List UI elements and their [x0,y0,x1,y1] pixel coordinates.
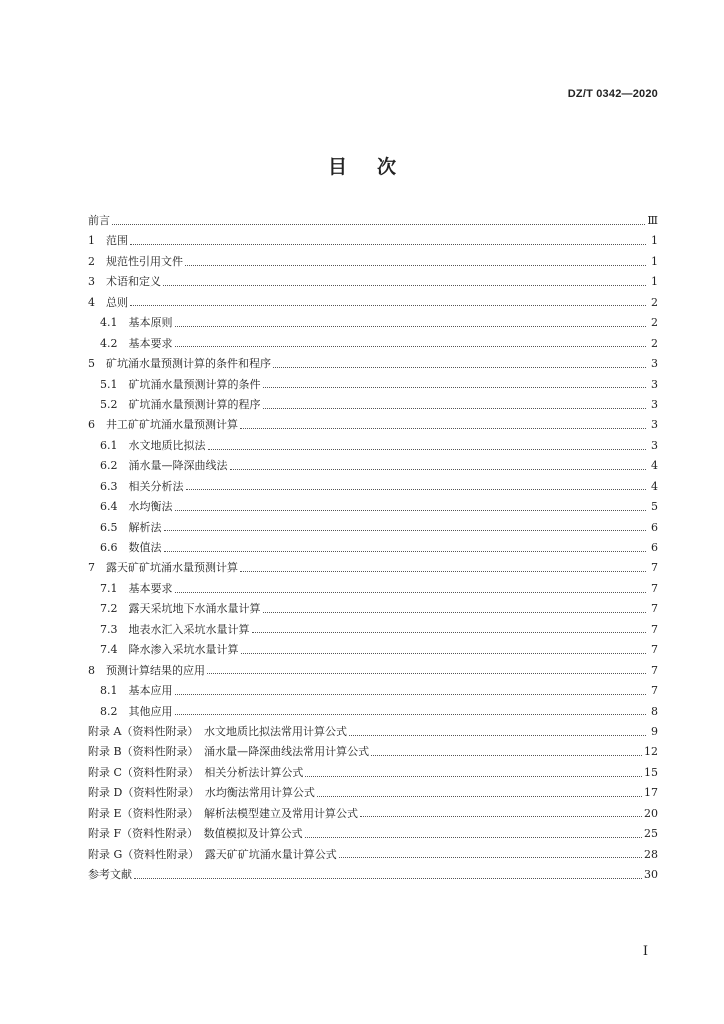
toc-leader-dots [240,428,646,429]
toc-leader-dots [208,449,647,450]
toc-entry-page: 5 [651,500,658,514]
toc-leader-dots [130,305,646,306]
toc-entry-label: 附录 F（资料性附录） 数值模拟及计算公式 [88,827,303,841]
toc-entry-page: 9 [651,724,658,738]
toc-entry-label: 8 预测计算结果的应用 [88,663,205,677]
toc-entry-page: 15 [644,765,658,779]
toc-entry[interactable] [88,231,658,251]
toc-entry[interactable] [88,640,658,660]
toc-entry[interactable] [88,313,658,333]
toc-entry[interactable] [88,722,658,742]
toc-entry-page: 6 [651,541,658,554]
toc-entry-label: 7.2 露天采坑地下水涌水量计算 [100,602,261,616]
toc-leader-dots [263,387,647,388]
standard-code: DZ/T 0342—2020 [567,88,658,100]
toc-entry[interactable] [88,518,658,538]
toc-entry-page: 3 [651,357,658,371]
toc-leader-dots [164,530,647,531]
toc-leader-dots [175,694,647,695]
toc-entry-page: 30 [644,868,658,881]
toc-entry-label: 4.2 基本要求 [100,336,173,350]
toc-entry[interactable] [88,845,658,865]
toc-entry[interactable] [88,742,658,762]
toc-entry-label: 5.2 矿坑涌水量预测计算的程序 [100,397,261,411]
toc-entry-page: 7 [651,663,658,677]
toc-entry[interactable] [88,415,658,435]
toc-entry-label: 6.3 相关分析法 [100,479,184,493]
toc-leader-dots [186,489,647,490]
toc-leader-dots [175,592,647,593]
toc-entry[interactable] [88,661,658,681]
toc-entry-label: 附录 A（资料性附录） 水文地质比拟法常用计算公式 [88,724,347,738]
toc-entry-page: 4 [651,479,658,493]
toc-entry-label: 6.6 数值法 [100,541,162,554]
toc-leader-dots [175,326,647,327]
toc-entry-label: 8.1 基本应用 [100,684,173,698]
toc-entry-page: 7 [651,602,658,616]
toc-entry-page: 2 [651,336,658,350]
toc-leader-dots [305,837,642,838]
toc-leader-dots [317,796,642,797]
toc-entry-page: 25 [644,827,658,841]
toc-leader-dots [252,632,647,633]
toc-entry[interactable] [88,211,658,231]
toc-entry[interactable] [88,477,658,497]
toc-entry-page: 1 [651,234,658,248]
toc-leader-dots [175,510,647,511]
toc-entry-label: 4.1 基本原则 [100,316,173,330]
toc-entry-page: Ⅲ [647,214,658,227]
toc-leader-dots [263,408,647,409]
toc-entry[interactable] [88,436,658,456]
toc-leader-dots [175,714,647,715]
toc-entry[interactable] [88,783,658,803]
toc-entry-page: 2 [651,316,658,330]
table-of-contents [88,211,658,885]
toc-leader-dots [134,878,642,879]
toc-entry-label: 7.3 地表水汇入采坑水量计算 [100,622,250,636]
toc-entry-label: 参考文献 [88,868,132,881]
toc-entry-label: 1 范围 [88,234,128,248]
page-title: 目次 [327,156,426,178]
toc-entry-label: 5 矿坑涌水量预测计算的条件和程序 [88,357,271,371]
toc-entry-page: 17 [644,786,658,800]
toc-entry-page: 3 [651,377,658,391]
toc-leader-dots [112,224,645,225]
toc-entry-label: 前言 [88,214,110,227]
toc-entry-page: 3 [651,397,658,411]
toc-entry-page: 3 [651,418,658,432]
toc-entry-page: 7 [651,643,658,657]
toc-entry[interactable] [88,272,658,292]
toc-entry[interactable] [88,579,658,599]
toc-entry[interactable] [88,497,658,517]
toc-entry-page: 12 [644,745,658,759]
toc-entry-label: 6.1 水文地质比拟法 [100,438,206,452]
toc-entry-label: 7.1 基本要求 [100,581,173,595]
toc-entry[interactable] [88,804,658,824]
toc-leader-dots [263,612,647,613]
toc-leader-dots [240,571,646,572]
toc-entry-page: 7 [651,622,658,636]
toc-entry[interactable] [88,702,658,722]
toc-entry-label: 2 规范性引用文件 [88,254,183,268]
toc-entry[interactable] [88,620,658,640]
toc-entry[interactable] [88,293,658,313]
toc-entry-page: 3 [651,438,658,452]
toc-entry[interactable] [88,334,658,354]
toc-entry[interactable] [88,865,658,885]
toc-entry-page: 7 [651,561,658,575]
toc-entry[interactable] [88,538,658,558]
toc-entry-label: 7.4 降水渗入采坑水量计算 [100,643,239,657]
toc-leader-dots [371,755,642,756]
toc-entry-label: 附录 E（资料性附录） 解析法模型建立及常用计算公式 [88,806,359,820]
toc-entry-page: 1 [651,275,658,289]
toc-leader-dots [207,673,646,674]
toc-leader-dots [360,816,642,817]
toc-leader-dots [164,551,647,552]
toc-entry-label: 3 术语和定义 [88,275,161,289]
toc-entry[interactable] [88,354,658,374]
toc-leader-dots [230,469,647,470]
toc-leader-dots [163,285,646,286]
toc-entry-page: 8 [651,704,658,718]
toc-leader-dots [130,244,646,245]
toc-entry[interactable] [88,681,658,701]
toc-entry-label: 7 露天矿矿坑涌水量预测计算 [88,561,238,575]
toc-entry-label: 4 总则 [88,295,128,309]
toc-entry-label: 5.1 矿坑涌水量预测计算的条件 [100,377,261,391]
toc-leader-dots [175,346,647,347]
toc-entry-label: 6.4 水均衡法 [100,500,173,514]
toc-entry-label: 6.5 解析法 [100,520,162,534]
toc-entry-page: 28 [644,847,658,861]
toc-entry[interactable] [88,763,658,783]
toc-entry-label: 附录 B（资料性附录） 涌水量—降深曲线法常用计算公式 [88,745,370,759]
toc-leader-dots [305,776,642,777]
toc-leader-dots [349,735,646,736]
toc-leader-dots [185,265,646,266]
toc-entry-page: 2 [651,295,658,309]
toc-entry-label: 6 井工矿矿坑涌水量预测计算 [88,418,238,432]
toc-entry-page: 7 [651,581,658,595]
toc-entry[interactable] [88,252,658,272]
toc-entry[interactable] [88,599,658,619]
toc-entry[interactable] [88,824,658,844]
toc-entry[interactable] [88,456,658,476]
toc-entry-label: 附录 D（资料性附录） 水均衡法常用计算公式 [88,786,315,800]
toc-entry-page: 20 [644,806,658,820]
toc-entry-label: 8.2 其他应用 [100,704,173,718]
page-number: Ⅰ [642,944,648,959]
toc-leader-dots [339,857,642,858]
toc-entry-label: 附录 C（资料性附录） 相关分析法计算公式 [88,765,304,779]
toc-entry-label: 附录 G（资料性附录） 露天矿矿坑涌水量计算公式 [88,847,337,861]
toc-entry[interactable] [88,558,658,578]
toc-entry-page: 7 [651,684,658,698]
toc-entry-page: 6 [651,520,658,534]
toc-entry-page: 4 [651,459,658,473]
toc-entry-page: 1 [651,254,658,268]
toc-entry[interactable] [88,395,658,415]
toc-entry-label: 6.2 涌水量—降深曲线法 [100,459,228,473]
toc-entry[interactable] [88,375,658,395]
toc-leader-dots [273,367,646,368]
toc-leader-dots [241,653,647,654]
